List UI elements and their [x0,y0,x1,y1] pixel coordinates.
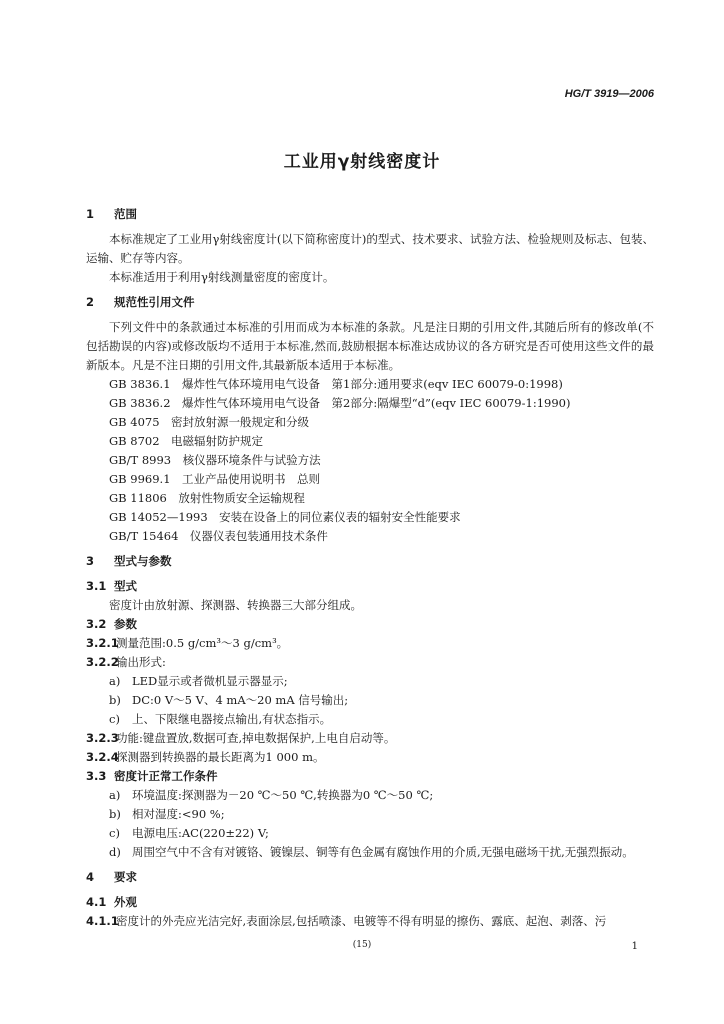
subsection-3-1-text: 密度计由放射源、探测器、转换器三大部分组成。 [109,598,362,612]
reference-item: GB 11806 放射性物质安全运输规程 [109,491,305,505]
subsection-3-1-heading [86,577,654,596]
list-label: d) [109,845,121,859]
list-label: a) [109,674,121,688]
section-1-heading [86,205,654,224]
subsection-number: 3.1 [86,579,107,593]
clause-number: 4.1.1 [86,914,119,928]
list-text: 相对湿度:<90 %; [132,807,225,821]
section-number: 3 [86,554,95,568]
section-1-paragraph: 本标准规定了工业用γ射线密度计(以下简称密度计)的型式、技术要求、试验方法、检验规则及标志、包装、运输、贮存等内容。 [86,232,654,265]
reference-item: GB 8702 电磁辐射防护规定 [109,434,264,448]
clause-3-2-4 [86,748,654,767]
list-label: b) [109,807,121,821]
list-item [86,672,654,691]
section-title: 范围 [114,207,137,221]
list-item [86,691,654,710]
section-4-heading [86,868,654,887]
document-title: 工业用γ射线密度计 [283,152,441,172]
section-number: 2 [86,295,95,309]
list-text: LED显示或者微机显示器显示; [132,674,288,688]
list-text: DC:0 V～5 V、4 mA～20 mA 信号输出; [132,693,349,707]
subsection-title: 型式 [114,579,137,593]
list-item [86,786,654,805]
clause-number: 3.2.4 [86,750,119,764]
clause-text: 密度计的外壳应光洁完好,表面涂层,包括喷漆、电镀等不得有明显的擦伤、露底、起泡、剥落、污 [116,914,607,928]
reference-item: GB 14052—1993 安装在设备上的同位素仪表的辐射安全性能要求 [109,510,461,524]
subsection-4-1-heading [86,893,654,912]
clause-number: 3.2.1 [86,636,119,650]
list-item [86,710,654,729]
page-number: 1 [631,941,638,952]
reference-item: GB 4075 密封放射源一般规定和分级 [109,415,310,429]
list-label: c) [109,712,120,726]
subsection-title: 外观 [114,895,137,909]
list-item [86,843,654,862]
reference-item: GB/T 15464 仪器仪表包装通用技术条件 [109,529,328,543]
subsection-3-2-heading [86,615,654,634]
section-title: 型式与参数 [114,554,172,568]
list-text: 周围空气中不含有对镀铬、镀镍层、铜等有色金属有腐蚀作用的介质,无强电磁场干扰,无强烈振动。 [132,845,634,859]
section-2-heading [86,293,654,312]
section-number: 4 [86,870,95,884]
list-label: c) [109,826,120,840]
clause-text: 测量范围:0.5 g/cm³～3 g/cm³。 [116,636,289,650]
page-code: (15) [352,940,372,950]
standard-number: HG/T 3919—2006 [564,88,654,100]
section-1-paragraph: 本标准适用于利用γ射线测量密度的密度计。 [109,270,335,284]
subsection-title: 参数 [114,617,137,631]
list-item [86,805,654,824]
subsection-title: 密度计正常工作条件 [114,769,218,783]
section-number: 1 [86,207,95,221]
section-title: 规范性引用文件 [114,295,195,309]
section-title: 要求 [114,870,137,884]
subsection-3-3-heading [86,767,654,786]
clause-text: 功能:键盘置放,数据可查,掉电数据保护,上电自启动等。 [116,731,396,745]
clause-3-2-2 [86,653,654,672]
reference-item: GB 3836.2 爆炸性气体环境用电气设备 第2部分:隔爆型“d”(eqv IEC 60079-1:1990) [109,396,571,410]
list-label: b) [109,693,121,707]
subsection-number: 3.3 [86,769,107,783]
list-item [86,824,654,843]
subsection-number: 3.2 [86,617,107,631]
clause-number: 3.2.2 [86,655,119,669]
reference-item: GB 3836.1 爆炸性气体环境用电气设备 第1部分:通用要求(eqv IEC 60079-0:1998) [109,377,563,391]
reference-item: GB 9969.1 工业产品使用说明书 总则 [109,472,321,486]
clause-3-2-1 [86,634,654,653]
subsection-number: 4.1 [86,895,107,909]
clause-text: 探测器到转换器的最长距离为1 000 m。 [116,750,325,764]
list-label: a) [109,788,121,802]
clause-text: 输出形式: [116,655,166,669]
list-text: 上、下限继电器接点输出,有状态指示。 [132,712,332,726]
list-text: 电源电压:AC(220±22) V; [132,826,269,840]
section-3-heading [86,552,654,571]
clause-3-2-3 [86,729,654,748]
clause-4-1-1 [86,912,654,931]
clause-number: 3.2.3 [86,731,119,745]
reference-item: GB/T 8993 核仪器环境条件与试验方法 [109,453,321,467]
section-2-paragraph: 下列文件中的条款通过本标准的引用而成为本标准的条款。凡是注日期的引用文件,其随后所有的修改单(不包括勘误的内容)或修改版均不适用于本标准,然而,鼓励根据本标准达成协议的各方研究是否可使用这些文件的最新版本。凡是不注日期的引用文件,其最新版本适用于本标准。 [86,320,654,372]
document-body [86,205,654,931]
list-text: 环境温度:探测器为－20 ℃～50 ℃,转换器为0 ℃～50 ℃; [132,788,434,802]
